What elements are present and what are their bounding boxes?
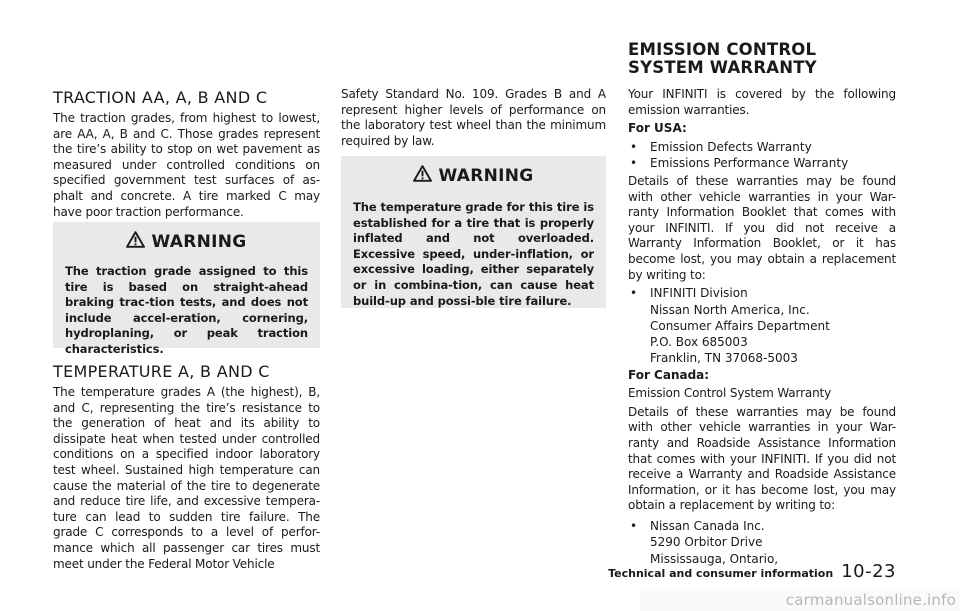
address-name: Nissan Canada Inc. xyxy=(650,518,765,533)
warning-title: WARNING xyxy=(438,166,534,186)
warning-title: WARNING xyxy=(151,232,247,252)
list-item xyxy=(628,156,896,172)
temperature-continued-paragraph: Safety Standard No. 109. Grades B and A represent higher levels of performance on the laboratory test wheel than the minimum required by law. xyxy=(341,87,606,148)
address-item-usa xyxy=(628,286,896,302)
address-line: P.O. Box 685003 xyxy=(650,335,748,350)
emission-warranty-heading: EMISSION CONTROL SYSTEM WARRANTY xyxy=(628,40,817,77)
warning-text-temperature: The temperature grade for this tire is established for a tire that is properly inflated and not overloaded. Excessive speed, under-inflation, or excessive loading, either separately or in combina-tion, can cause heat build-up and possi-ble tire failure. xyxy=(353,200,594,308)
page-number: 10-23 xyxy=(841,561,896,582)
warning-header xyxy=(353,164,594,188)
temperature-paragraph: The temperature grades A (the highest), B, and C, representing the tire’s resistance to the generation of heat and its ability to dissipate heat when tested under controlled conditions on a specified indoor laboratory test wheel. Sustained high temperature can cause the material of the tire to degenerate and reduce tire life, and excessive tempera-ture can lead to sudden tire failure. The grade C corresponds to a level of perfor-mance which all passenger car tires must meet under the Federal Motor Vehicle xyxy=(53,385,320,571)
warning-triangle-icon xyxy=(126,231,145,253)
bullet-icon: • xyxy=(630,156,638,171)
address-line: Nissan North America, Inc. xyxy=(650,302,810,317)
address-line: Franklin, TN 37068-5003 xyxy=(650,351,798,366)
address-item-canada xyxy=(628,519,896,535)
footer-section-title: Technical and consumer information xyxy=(608,567,834,580)
address-line: 5290 Orbitor Drive xyxy=(650,535,763,550)
usa-details: Details of these warranties may be found with other vehicle warranties in your War-ranty Information Booklet that comes with your INFINITI. If you did not receive a Warranty Information Booklet, or it has become lost, you may obtain a replacement by writing to: xyxy=(628,173,896,282)
bullet-icon: • xyxy=(630,518,638,533)
warning-text-traction: The traction grade assigned to this tire is based on straight-ahead braking trac-tion tests, and does not include accel-eration, cornering, hydroplaning, or peak traction characteristics. xyxy=(65,264,308,356)
bullet-icon: • xyxy=(630,139,638,154)
list-item-text: Emissions Performance Warranty xyxy=(650,156,849,171)
list-item xyxy=(628,140,896,156)
emission-intro: Your INFINITI is covered by the following emission warranties. xyxy=(628,87,896,117)
warning-triangle-icon xyxy=(413,165,432,187)
traction-heading: TRACTION AA, A, B AND C xyxy=(53,88,268,107)
watermark: carmanualsonline.info xyxy=(640,589,960,611)
page-footer xyxy=(608,561,896,582)
traction-paragraph: The traction grades, from highest to lowest, are AA, A, B and C. Those grades represent the tire’s ability to stop on wet pavement as measured under controlled conditions on specified government test surfaces of as-phalt and concrete. A tire marked C may have poor traction performance. xyxy=(53,111,320,219)
warning-box-temperature xyxy=(341,156,606,308)
list-item-text: Emission Defects Warranty xyxy=(650,139,812,154)
address-name: INFINITI Division xyxy=(650,286,748,301)
usa-label: For USA: xyxy=(628,121,687,136)
canada-warranty-name: Emission Control System Warranty xyxy=(628,386,832,401)
warning-header xyxy=(65,230,308,254)
bullet-icon: • xyxy=(630,286,638,301)
emission-warranty-body xyxy=(628,87,896,567)
temperature-heading: TEMPERATURE A, B AND C xyxy=(53,362,270,381)
canada-details: Details of these warranties may be found with other vehicle warranties in your War-ranty and Roadside Assistance Information that comes with your INFINITI. If you did not receive a Warranty and Roadside Assistance Information, or it has become lost, you may obtain a replacement by writing to: xyxy=(628,404,896,513)
canada-label: For Canada: xyxy=(628,367,710,382)
warning-box-traction xyxy=(53,222,320,356)
address-line: Mississauga, Ontario, xyxy=(650,551,779,566)
address-line: Consumer Affairs Department xyxy=(650,318,830,333)
